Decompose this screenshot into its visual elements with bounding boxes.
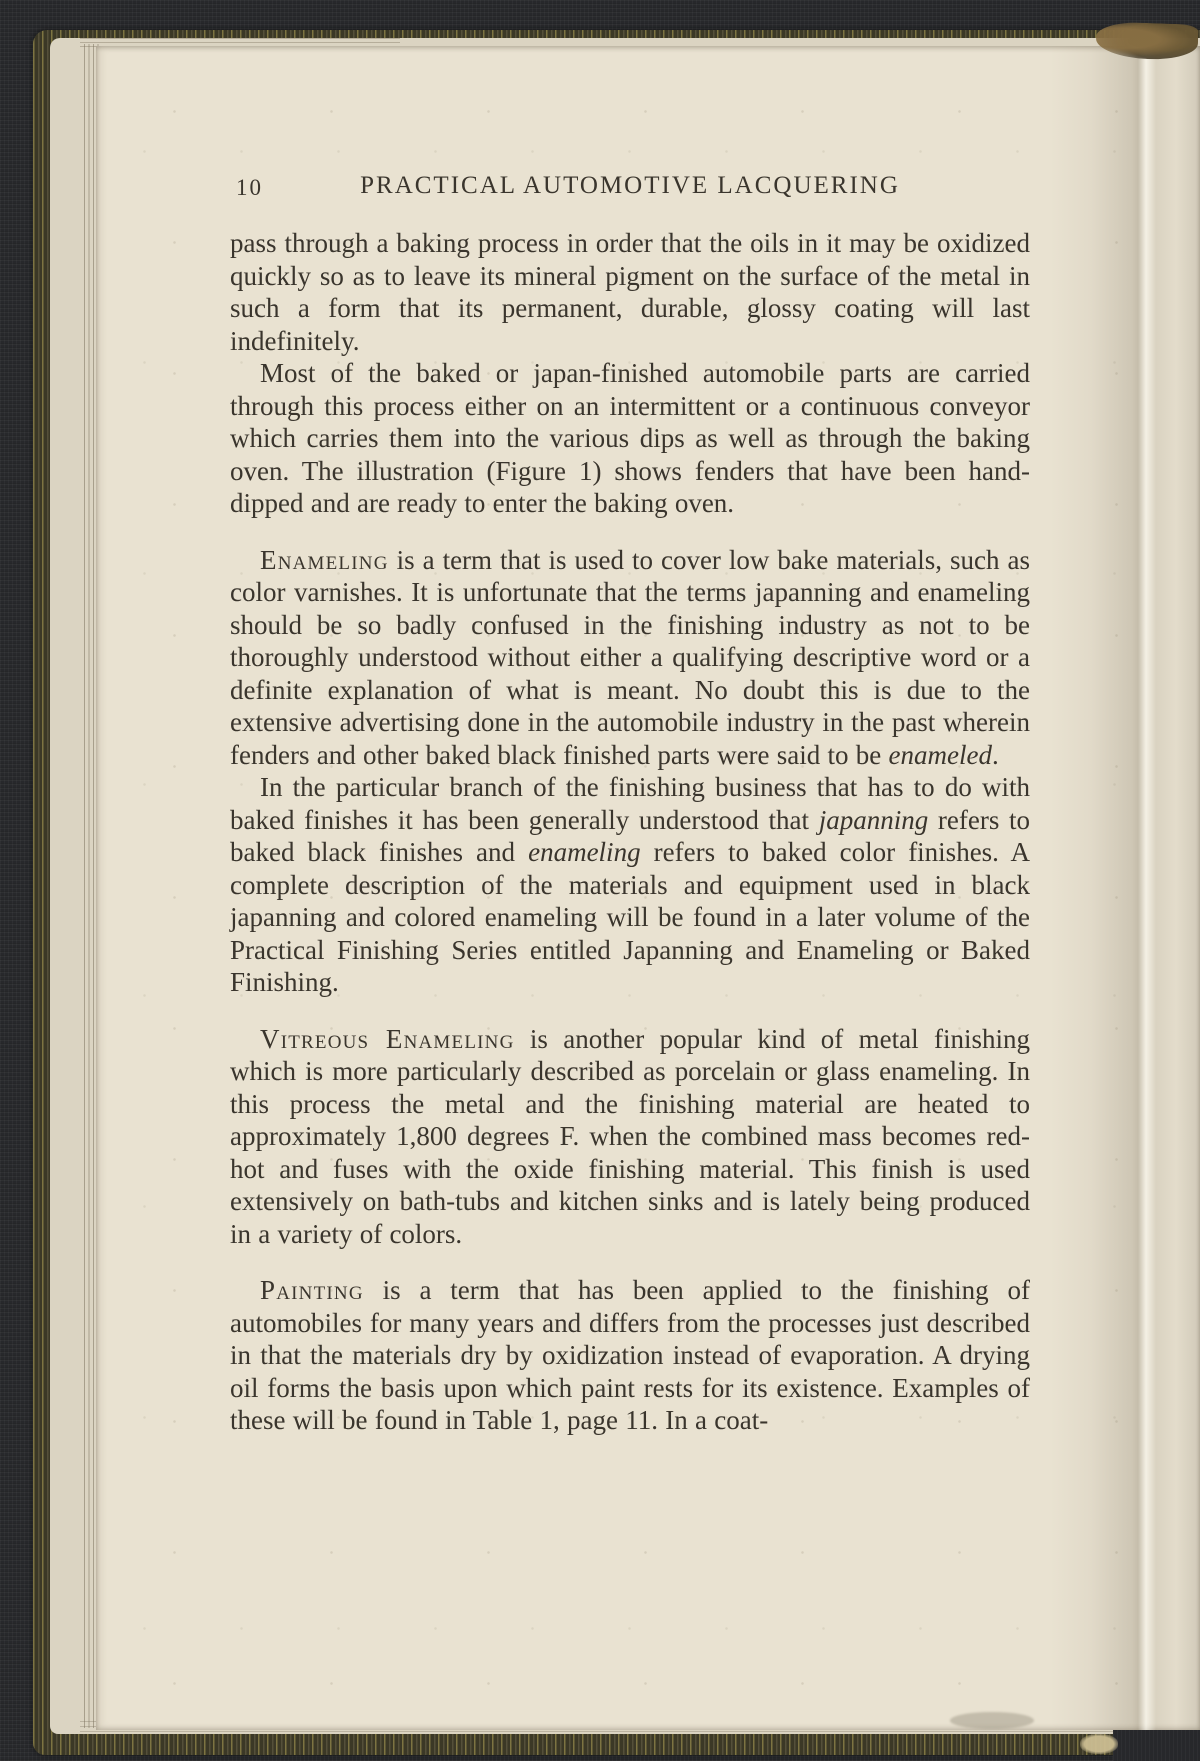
italic-term: japanning bbox=[818, 804, 929, 835]
paragraph bbox=[230, 227, 1030, 357]
frayed-patch-bottom-right bbox=[1080, 1734, 1118, 1754]
small-caps-lead-in: Painting bbox=[260, 1275, 364, 1305]
text-run: is another popular kind of metal finishing which is more particularly described as porcelain or glass enameling. In this process the metal and the finishing material are heated to approximately 1,800 degrees F. when the combined mass becomes red-hot and fuses with the oxide finishing material. This finish is used extensively on bath-tubs and kitchen sinks and is lately being produced in a variety of colors. bbox=[230, 1023, 1030, 1249]
italic-term: enameled bbox=[888, 739, 992, 770]
page-gutter-fold bbox=[1050, 46, 1200, 1730]
running-header bbox=[230, 172, 1030, 204]
text-run: . bbox=[991, 739, 999, 770]
page-edge-smudge bbox=[950, 1712, 1034, 1729]
text-run: refers to baked color finishes. A complete description of the materials and equipment used in black japanning and colored enameling will be found in a later volume of the Practical Finishing Series entitled Japanning and Enameling or Baked Finishing. bbox=[230, 837, 1030, 997]
text-run: Most of the baked or japan-finished automobile parts are carried through this process either on an intermittent or a continuous conveyor which carries them into the various dips as well as through the baking oven. The illustration (Figure 1) shows fenders that have been hand-dipped and are ready to enter the baking oven. bbox=[230, 358, 1030, 518]
small-caps-lead-in: Enameling bbox=[260, 544, 389, 575]
paragraph bbox=[230, 1274, 1030, 1437]
running-title: PRACTICAL AUTOMOTIVE LACQUERING bbox=[360, 172, 900, 199]
body-text bbox=[230, 227, 1030, 1437]
paragraph bbox=[230, 357, 1030, 520]
page-text-column bbox=[230, 172, 1030, 1437]
text-run: In the particular branch of the finishing business that has to do with baked finishes it has been generally understood that bbox=[230, 772, 1030, 835]
italic-term: enameling bbox=[528, 837, 641, 867]
text-run: is a term that is used to cover low bake materials, such as color varnishes. It is unfortunate that the terms japanning and enameling should be so badly confused in the finishing industry as not to be thoroughly understood without either a qualifying descriptive word or a definite explanation of what is meant. No doubt this is due to the extensive advertising done in the automobile industry in the past wherein fenders and other baked black finished parts were said to be bbox=[230, 544, 1030, 770]
worn-cover-gap-bottom-right bbox=[1113, 1730, 1200, 1761]
page-number: 10 bbox=[236, 175, 263, 200]
text-run: refers to baked black finishes and bbox=[230, 804, 1031, 867]
paragraph bbox=[230, 544, 1030, 772]
text-run: is a term that has been applied to the finishing of automobiles for many years and differs from the processes just described in that the materials dry by oxidization instead of evaporation. A drying oil forms the basis upon which paint rests for its existence. Examples of these will be found in Table 1, page 11. In a coat- bbox=[230, 1275, 1030, 1435]
paragraph bbox=[230, 771, 1030, 999]
text-run: pass through a baking process in order that the oils in it may be oxidized quickly so as to leave its mineral pigment on the surface of the metal in such a form that its permanent, durable, glossy coating will last indefinitely. bbox=[230, 228, 1030, 356]
paragraph bbox=[230, 1023, 1030, 1251]
book-page bbox=[96, 46, 1200, 1730]
small-caps-lead-in: Vitreous Enameling bbox=[260, 1023, 515, 1054]
